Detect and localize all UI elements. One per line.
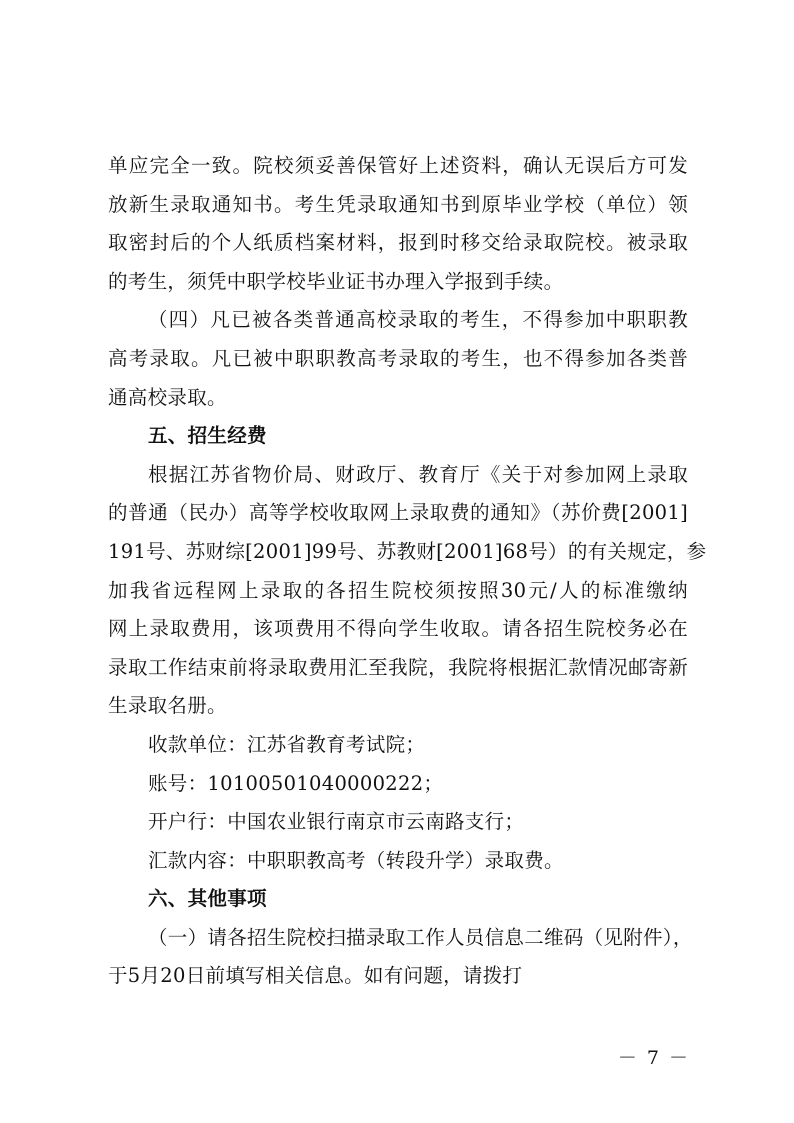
text-line: 网上录取费用，该项费用不得向学生收取。请各招生院校务必在 xyxy=(108,617,688,641)
text-line: 放新生录取通知书。考生凭录取通知书到原毕业学校（单位）领 xyxy=(108,192,688,216)
section-heading: 五、招生经费 xyxy=(148,424,267,448)
text-line: 录取工作结束前将录取费用汇至我院，我院将根据汇款情况邮寄新 xyxy=(108,655,688,679)
payee-unit: 收款单位：江苏省教育考试院； xyxy=(148,732,426,756)
text-line: 191号、苏财综[2001]99号、苏教财[2001]68号）的有关规定，参 xyxy=(108,539,707,563)
text-line: 生录取名册。 xyxy=(108,694,227,718)
remittance-content: 汇款内容：中职职教高考（转段升学）录取费。 xyxy=(148,848,564,872)
text-line: 取密封后的个人纸质档案材料，报到时移交给录取院校。被录取 xyxy=(108,231,688,255)
text-line: 于5月20日前填写相关信息。如有问题，请拨打 xyxy=(108,964,523,988)
text-line: （一）请各招生院校扫描录取工作人员信息二维码（见附件）， xyxy=(148,925,693,949)
text-line: 通高校录取。 xyxy=(108,385,227,409)
section-heading: 六、其他事项 xyxy=(148,887,267,911)
text-line: 高考录取。凡已被中职职教高考录取的考生，也不得参加各类普 xyxy=(108,346,688,370)
text-line: 加我省远程网上录取的各招生院校须按照30元/人的标准缴纳 xyxy=(108,578,688,602)
text-line: 单应完全一致。院校须妥善保管好上述资料，确认无误后方可发 xyxy=(108,154,688,177)
text-line: 根据江苏省物价局、财政厅、教育厅《关于对参加网上录取 xyxy=(148,462,688,486)
text-line: 的普通（民办）高等学校收取网上录取费的通知》（苏价费[2001] xyxy=(108,501,688,525)
text-line: 的考生，须凭中职学校毕业证书办理入学报到手续。 xyxy=(108,269,564,293)
account-number: 账号：10100501040000222； xyxy=(148,771,444,795)
bank-name: 开户行：中国农业银行南京市云南路支行； xyxy=(148,810,525,834)
page-number: － 7 － xyxy=(617,1047,690,1069)
text-line: （四）凡已被各类普通高校录取的考生，不得参加中职职教 xyxy=(148,308,688,332)
document-body xyxy=(108,147,707,996)
